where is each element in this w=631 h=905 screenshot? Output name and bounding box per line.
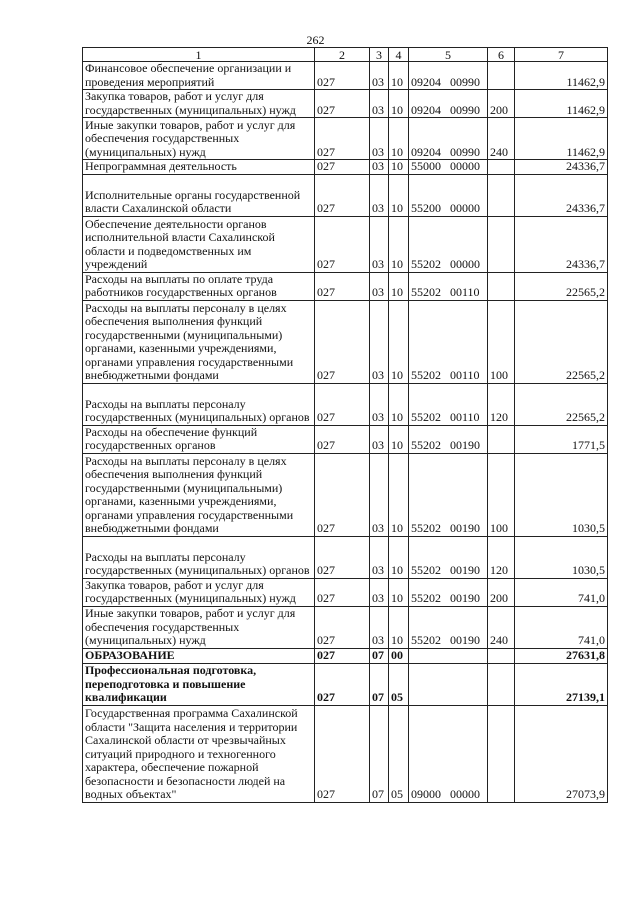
row-target-article: 55202 00190 xyxy=(409,425,488,453)
row-amount: 27139,1 xyxy=(515,663,608,705)
table-row xyxy=(83,174,608,216)
row-subsection-code: 10 xyxy=(389,578,409,606)
row-amount: 1030,5 xyxy=(515,453,608,536)
row-subsection-code: 10 xyxy=(389,425,409,453)
table-row xyxy=(83,62,608,90)
row-department-code: 027 xyxy=(315,90,370,118)
row-description: Обеспечение деятельности органов исполнительной власти Сахалинской области и подведомственных им учреждений xyxy=(83,216,315,272)
row-target-article: 55202 00190 xyxy=(409,606,488,648)
row-department-code: 027 xyxy=(315,174,370,216)
row-section-code: 03 xyxy=(370,578,389,606)
table-row xyxy=(83,90,608,118)
table-row xyxy=(83,300,608,383)
row-expense-type xyxy=(488,174,515,216)
row-amount: 741,0 xyxy=(515,606,608,648)
row-subsection-code: 10 xyxy=(389,90,409,118)
row-section-code: 03 xyxy=(370,90,389,118)
row-department-code: 027 xyxy=(315,272,370,300)
column-header: 3 xyxy=(370,48,389,62)
row-description: Расходы на выплаты персоналу в целях обеспечения выполнения функций государственными (муниципальными) органами, казенными учреждениями, органами управления государственными внебюджетными фондами xyxy=(83,300,315,383)
row-expense-type xyxy=(488,705,515,802)
row-department-code: 027 xyxy=(315,62,370,90)
row-section-code: 03 xyxy=(370,272,389,300)
row-description: Государственная программа Сахалинской области "Защита населения и территории Сахалинской области от чрезвычайных ситуаций природного и техногенного характера, обеспечение пожарной безопасности и безопасности людей на водных объектах" xyxy=(83,705,315,802)
row-description: Непрограммная деятельность xyxy=(83,160,315,175)
row-description: Закупка товаров, работ и услуг для государственных (муниципальных) нужд xyxy=(83,90,315,118)
row-target-article: 55202 00000 xyxy=(409,216,488,272)
row-target-article: 09204 00990 xyxy=(409,118,488,160)
table-row xyxy=(83,118,608,160)
page-number: 262 xyxy=(306,33,325,47)
row-expense-type: 200 xyxy=(488,90,515,118)
table-row xyxy=(83,216,608,272)
column-header: 7 xyxy=(515,48,608,62)
row-amount: 22565,2 xyxy=(515,300,608,383)
column-header: 6 xyxy=(488,48,515,62)
budget-table xyxy=(82,47,608,803)
row-subsection-code: 10 xyxy=(389,606,409,648)
row-target-article: 55202 00110 xyxy=(409,300,488,383)
row-amount: 27073,9 xyxy=(515,705,608,802)
row-subsection-code: 10 xyxy=(389,174,409,216)
row-expense-type xyxy=(488,648,515,663)
row-target-article: 09000 00000 xyxy=(409,705,488,802)
header-row xyxy=(83,48,608,62)
row-amount: 24336,7 xyxy=(515,216,608,272)
row-target-article: 55202 00190 xyxy=(409,536,488,578)
row-target-article: 55200 00000 xyxy=(409,174,488,216)
row-target-article: 55202 00110 xyxy=(409,272,488,300)
row-subsection-code: 10 xyxy=(389,453,409,536)
row-target-article: 09204 00990 xyxy=(409,90,488,118)
row-subsection-code: 05 xyxy=(389,705,409,802)
table-row xyxy=(83,648,608,663)
row-subsection-code: 10 xyxy=(389,383,409,425)
row-department-code: 027 xyxy=(315,383,370,425)
row-description: Закупка товаров, работ и услуг для государственных (муниципальных) нужд xyxy=(83,578,315,606)
row-subsection-code: 10 xyxy=(389,160,409,175)
row-section-code: 03 xyxy=(370,160,389,175)
row-amount: 22565,2 xyxy=(515,383,608,425)
table-row xyxy=(83,536,608,578)
row-department-code: 027 xyxy=(315,606,370,648)
row-section-code: 03 xyxy=(370,174,389,216)
column-header: 1 xyxy=(83,48,315,62)
row-expense-type: 100 xyxy=(488,453,515,536)
table-row xyxy=(83,160,608,175)
row-target-article: 55202 00110 xyxy=(409,383,488,425)
row-target-article: 09204 00990 xyxy=(409,62,488,90)
row-amount: 11462,9 xyxy=(515,90,608,118)
row-amount: 22565,2 xyxy=(515,272,608,300)
row-description: Расходы на выплаты персоналу государственных (муниципальных) органов xyxy=(83,536,315,578)
row-expense-type xyxy=(488,216,515,272)
row-department-code: 027 xyxy=(315,300,370,383)
row-department-code: 027 xyxy=(315,648,370,663)
row-description: ОБРАЗОВАНИЕ xyxy=(83,648,315,663)
row-expense-type xyxy=(488,272,515,300)
row-description: Расходы на выплаты по оплате труда работников государственных органов xyxy=(83,272,315,300)
row-description: Иные закупки товаров, работ и услуг для обеспечения государственных (муниципальных) нужд xyxy=(83,118,315,160)
row-section-code: 03 xyxy=(370,536,389,578)
column-header: 5 xyxy=(409,48,488,62)
row-department-code: 027 xyxy=(315,705,370,802)
row-description: Расходы на выплаты персоналу государственных (муниципальных) органов xyxy=(83,383,315,425)
row-target-article xyxy=(409,663,488,705)
row-subsection-code: 10 xyxy=(389,272,409,300)
row-department-code: 027 xyxy=(315,663,370,705)
row-department-code: 027 xyxy=(315,160,370,175)
row-section-code: 03 xyxy=(370,453,389,536)
row-subsection-code: 05 xyxy=(389,663,409,705)
row-amount: 24336,7 xyxy=(515,160,608,175)
row-description: Иные закупки товаров, работ и услуг для обеспечения государственных (муниципальных) нужд xyxy=(83,606,315,648)
row-amount: 11462,9 xyxy=(515,62,608,90)
row-section-code: 03 xyxy=(370,216,389,272)
table-row xyxy=(83,578,608,606)
row-section-code: 03 xyxy=(370,300,389,383)
row-subsection-code: 10 xyxy=(389,62,409,90)
row-subsection-code: 10 xyxy=(389,300,409,383)
row-subsection-code: 00 xyxy=(389,648,409,663)
row-amount: 741,0 xyxy=(515,578,608,606)
row-section-code: 03 xyxy=(370,425,389,453)
row-department-code: 027 xyxy=(315,425,370,453)
row-department-code: 027 xyxy=(315,118,370,160)
row-section-code: 03 xyxy=(370,62,389,90)
row-department-code: 027 xyxy=(315,216,370,272)
row-target-article: 55202 00190 xyxy=(409,578,488,606)
column-header: 2 xyxy=(315,48,370,62)
row-subsection-code: 10 xyxy=(389,216,409,272)
row-expense-type: 200 xyxy=(488,578,515,606)
row-expense-type: 120 xyxy=(488,536,515,578)
row-expense-type xyxy=(488,663,515,705)
row-expense-type xyxy=(488,62,515,90)
row-description: Расходы на обеспечение функций государственных органов xyxy=(83,425,315,453)
row-target-article xyxy=(409,648,488,663)
table-row xyxy=(83,453,608,536)
row-department-code: 027 xyxy=(315,453,370,536)
row-target-article: 55000 00000 xyxy=(409,160,488,175)
row-section-code: 03 xyxy=(370,118,389,160)
row-department-code: 027 xyxy=(315,536,370,578)
row-description: Расходы на выплаты персоналу в целях обеспечения выполнения функций государственными (муниципальными) органами, казенными учреждениями, органами управления государственными внебюджетными фондами xyxy=(83,453,315,536)
row-expense-type: 240 xyxy=(488,118,515,160)
row-expense-type: 120 xyxy=(488,383,515,425)
row-subsection-code: 10 xyxy=(389,118,409,160)
table-row xyxy=(83,663,608,705)
row-expense-type: 240 xyxy=(488,606,515,648)
row-expense-type: 100 xyxy=(488,300,515,383)
row-description: Профессиональная подготовка, переподготовка и повышение квалификации xyxy=(83,663,315,705)
row-section-code: 03 xyxy=(370,606,389,648)
table-row xyxy=(83,705,608,802)
row-amount: 1030,5 xyxy=(515,536,608,578)
row-section-code: 03 xyxy=(370,383,389,425)
table-row xyxy=(83,606,608,648)
row-expense-type xyxy=(488,425,515,453)
row-section-code: 07 xyxy=(370,663,389,705)
row-subsection-code: 10 xyxy=(389,536,409,578)
table-row xyxy=(83,425,608,453)
row-expense-type xyxy=(488,160,515,175)
row-section-code: 07 xyxy=(370,705,389,802)
table-row xyxy=(83,383,608,425)
column-header: 4 xyxy=(389,48,409,62)
row-section-code: 07 xyxy=(370,648,389,663)
row-amount: 24336,7 xyxy=(515,174,608,216)
row-amount: 11462,9 xyxy=(515,118,608,160)
row-description: Финансовое обеспечение организации и проведения мероприятий xyxy=(83,62,315,90)
row-description: Исполнительные органы государственной власти Сахалинской области xyxy=(83,174,315,216)
row-amount: 27631,8 xyxy=(515,648,608,663)
row-amount: 1771,5 xyxy=(515,425,608,453)
table-row xyxy=(83,272,608,300)
row-target-article: 55202 00190 xyxy=(409,453,488,536)
row-department-code: 027 xyxy=(315,578,370,606)
